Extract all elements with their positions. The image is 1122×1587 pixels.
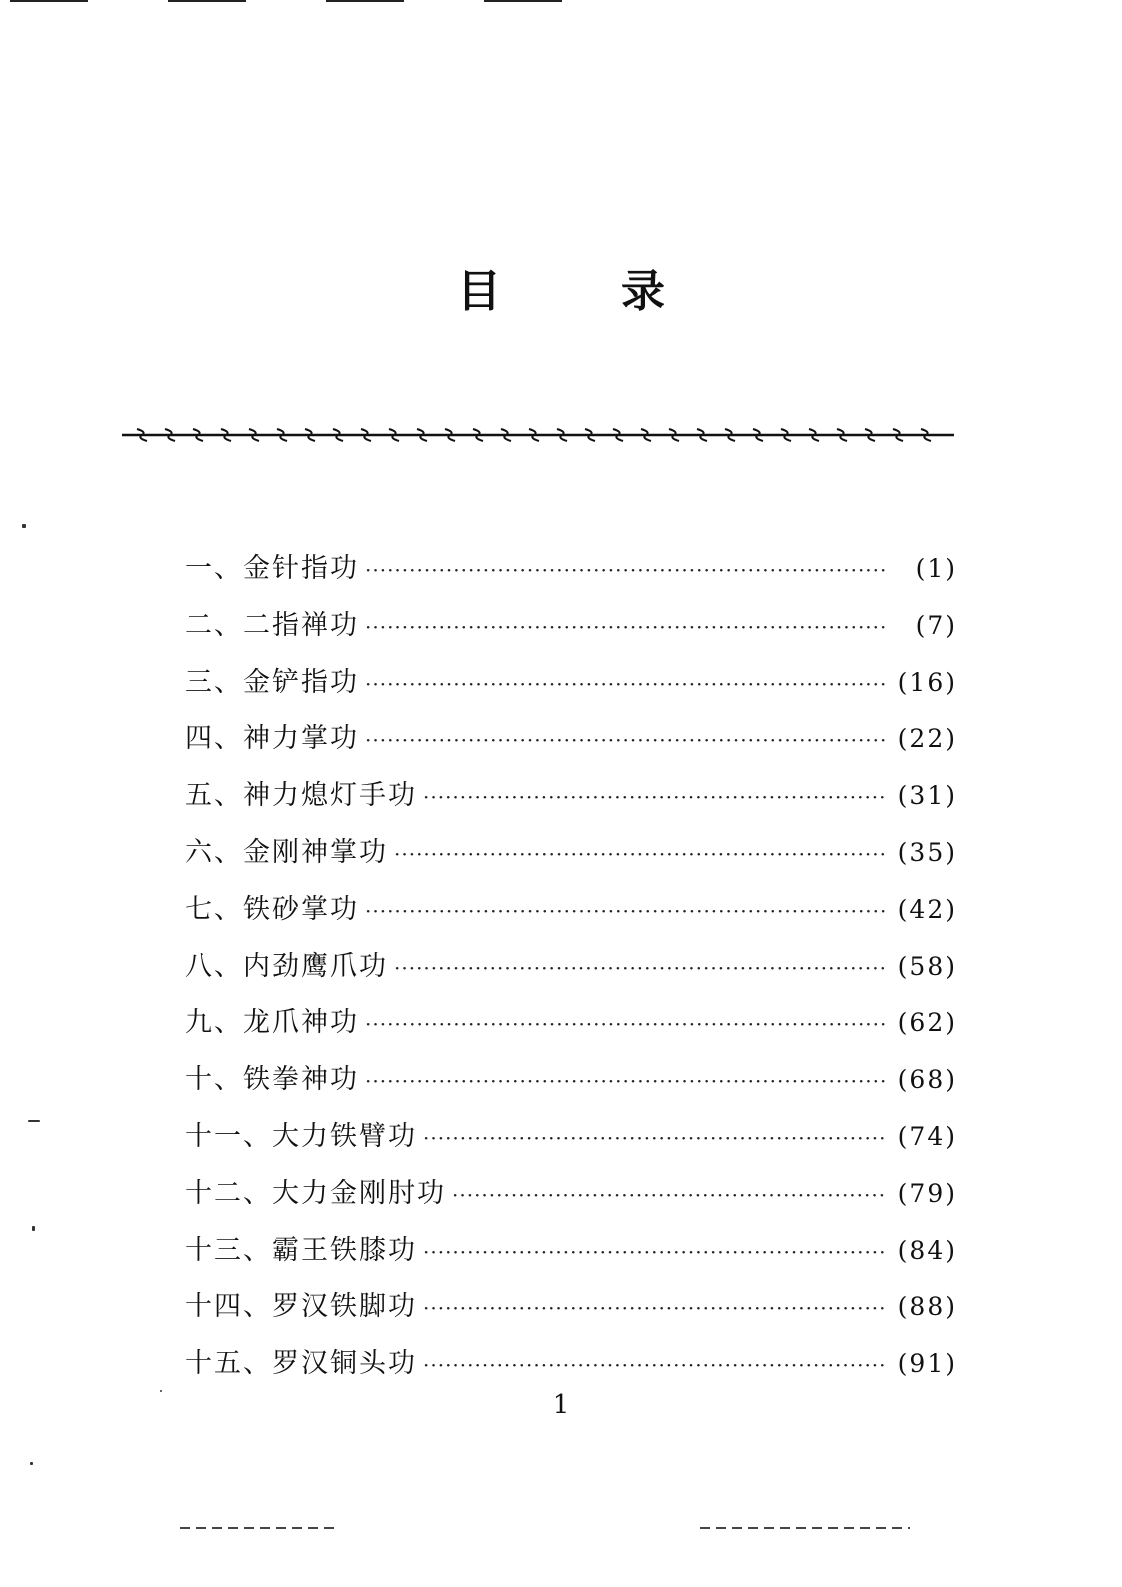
toc-entry-title: 八、内劲鹰爪功 xyxy=(185,950,388,982)
toc-entry-page: (91) xyxy=(897,1349,957,1379)
toc-entry-title: 十四、罗汉铁脚功 xyxy=(185,1291,417,1323)
toc-entry-page: (79) xyxy=(897,1178,957,1208)
toc-dot-leader xyxy=(423,1240,885,1264)
toc-entry-title: 五、神力熄灯手功 xyxy=(185,780,417,812)
toc-entry xyxy=(185,1114,957,1171)
toc-entry-page: (88) xyxy=(897,1292,957,1322)
toc-dot-leader xyxy=(423,1126,885,1150)
toc-entry-title: 十三、霸王铁膝功 xyxy=(185,1234,417,1266)
toc-entry-title: 三、金铲指功 xyxy=(185,666,359,698)
toc-dot-leader xyxy=(423,1353,885,1377)
toc-entry-page: (68) xyxy=(897,1065,957,1095)
toc-entry-title: 七、铁砂掌功 xyxy=(185,893,359,925)
toc-dot-leader xyxy=(394,956,885,980)
toc-dot-leader xyxy=(365,1069,885,1093)
title-char-1: 目 xyxy=(457,266,501,317)
toc-dot-leader xyxy=(452,1183,885,1207)
toc-entry-title: 十二、大力金刚肘功 xyxy=(185,1177,446,1209)
toc-entry-title: 二、二指禅功 xyxy=(185,609,359,641)
scan-mark xyxy=(168,0,246,2)
toc-entry xyxy=(185,546,957,603)
toc-entry-page: (42) xyxy=(897,894,957,924)
scan-speck xyxy=(22,524,26,528)
toc-entry-title: 十五、罗汉铜头功 xyxy=(185,1348,417,1380)
decorative-divider xyxy=(122,424,954,446)
toc-dot-leader xyxy=(365,728,885,752)
toc-dot-leader xyxy=(423,1296,885,1320)
scan-speck xyxy=(32,1226,35,1231)
toc-entry-title: 四、神力掌功 xyxy=(185,723,359,755)
toc-entry xyxy=(185,1284,957,1341)
toc-entry xyxy=(185,887,957,944)
toc-entry-title: 十一、大力铁臂功 xyxy=(185,1120,417,1152)
toc-entry-title: 六、金刚神掌功 xyxy=(185,836,388,868)
scan-mark xyxy=(10,0,88,2)
toc-entry xyxy=(185,716,957,773)
toc-dot-leader xyxy=(365,1012,885,1036)
toc-entry xyxy=(185,1228,957,1285)
toc-entry xyxy=(185,1171,957,1228)
toc-entry-page: (84) xyxy=(897,1235,957,1265)
top-scan-marks xyxy=(0,0,1122,6)
toc-dot-leader xyxy=(365,558,885,582)
scan-mark xyxy=(484,0,562,2)
toc-entry-title: 十、铁拳神功 xyxy=(185,1064,359,1096)
toc-entry xyxy=(185,603,957,660)
table-of-contents xyxy=(185,546,957,1398)
toc-entry xyxy=(185,944,957,1001)
toc-dot-leader xyxy=(365,615,885,639)
scan-noise xyxy=(700,1527,910,1529)
toc-entry xyxy=(185,1000,957,1057)
toc-entry xyxy=(185,830,957,887)
toc-entry-page: (58) xyxy=(897,951,957,981)
toc-entry-page: (35) xyxy=(897,837,957,867)
toc-dot-leader xyxy=(423,785,885,809)
toc-dot-leader xyxy=(394,842,885,866)
toc-entry-page: (7) xyxy=(915,610,957,640)
toc-entry-page: (22) xyxy=(897,724,957,754)
toc-entry-title: 九、龙爪神功 xyxy=(185,1007,359,1039)
title-char-2: 录 xyxy=(621,266,665,317)
toc-entry-page: (74) xyxy=(897,1121,957,1151)
scan-speck xyxy=(160,1390,162,1392)
toc-entry-page: (62) xyxy=(897,1008,957,1038)
toc-entry xyxy=(185,660,957,717)
scan-noise xyxy=(180,1527,340,1529)
toc-dot-leader xyxy=(365,672,885,696)
scan-speck xyxy=(28,1120,40,1122)
toc-entry-title: 一、金针指功 xyxy=(185,553,359,584)
toc-entry xyxy=(185,773,957,830)
toc-entry-page: (16) xyxy=(897,667,957,697)
scan-mark xyxy=(326,0,404,2)
scan-speck xyxy=(30,1462,33,1465)
page-number: 1 xyxy=(552,1390,570,1420)
toc-entry-page: (1) xyxy=(915,554,957,583)
page-title xyxy=(0,255,1122,319)
toc-entry-page: (31) xyxy=(897,781,957,811)
toc-dot-leader xyxy=(365,899,885,923)
toc-entry xyxy=(185,1057,957,1114)
